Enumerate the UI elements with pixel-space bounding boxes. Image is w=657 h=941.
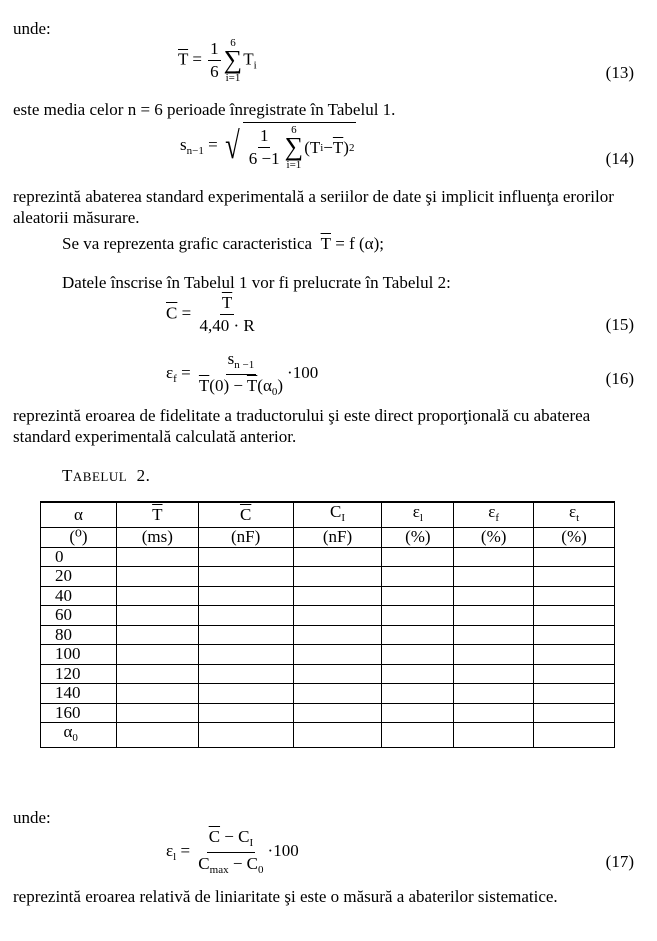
caption-number: 2. — [136, 466, 151, 485]
cell — [116, 547, 198, 567]
header-eps-f — [454, 502, 534, 528]
eq17-num-b: − C — [220, 827, 250, 846]
cell — [382, 645, 454, 665]
eq14-lhs-sub: n−1 — [186, 145, 204, 158]
cell — [454, 547, 534, 567]
table-row — [41, 586, 615, 606]
row-angle-alpha0 — [41, 723, 117, 748]
eq15-number: (15) — [605, 315, 634, 334]
cell — [534, 547, 615, 567]
eq17-num-a: $\overline{C}$ — [208, 827, 221, 846]
cell — [454, 625, 534, 645]
header-eps-l-sub: l — [419, 512, 423, 524]
eq16-den-sub: 0 — [271, 385, 278, 398]
alpha0-sub: 0 — [72, 732, 78, 744]
unit-t: (ms) — [116, 528, 198, 548]
cell — [293, 606, 382, 626]
cell — [198, 703, 293, 723]
cell — [454, 723, 534, 748]
table-header-row — [41, 502, 615, 528]
header-eps-l — [382, 502, 454, 528]
cell — [382, 625, 454, 645]
equation-15: $\overline{C}$ = $\frac{\overline{T}}{4,40 \cdot R}$ — [166, 293, 255, 335]
eq14-lhs: s — [180, 135, 187, 155]
eq17-factor: ·100 — [267, 840, 299, 860]
cell — [534, 703, 615, 723]
header-eps-t — [534, 502, 615, 528]
cell — [454, 703, 534, 723]
table-row — [41, 606, 615, 626]
header-alpha: α — [41, 502, 117, 528]
cell — [293, 625, 382, 645]
eq14-sum-upper: 6 — [291, 124, 297, 136]
eq17-den-sub2: 0 — [258, 863, 264, 876]
eq17-lhs-sub: l — [173, 850, 177, 863]
text-after-13: este media celor n = 6 perioade înregistrate în Tabelul 1. — [13, 100, 396, 119]
cell — [116, 606, 198, 626]
cell — [198, 625, 293, 645]
table-row — [41, 625, 615, 645]
eq16-den-b: (0) − — [209, 375, 247, 395]
eq14-numerator: 1 — [258, 127, 271, 148]
cell — [534, 606, 615, 626]
unit-c: (nF) — [198, 528, 293, 548]
cell — [382, 586, 454, 606]
equation-16: $\varepsilon_f$ = $\frac{s_{n -1}}{\overline{T}(0) - \overline{T}(\alpha_0)}$ ·100 — [166, 349, 319, 398]
text-after-17: reprezintă eroarea relativă de liniaritate şi este o măsură a abaterilor sistematice. — [13, 887, 558, 906]
eq13-lhs: $\overline{T}$ — [178, 49, 189, 69]
eq15-lhs: $\overline{C}$ — [166, 303, 178, 323]
cell — [454, 567, 534, 587]
cell — [293, 664, 382, 684]
cell — [534, 645, 615, 665]
header-c-mean-label: $\overline{C}$ — [239, 505, 252, 524]
cell — [454, 586, 534, 606]
eq14-sum-sign: ∑ — [284, 132, 304, 162]
table-row — [41, 703, 615, 723]
cell — [293, 645, 382, 665]
text-after-14: reprezintă abaterea standard experimentală a seriilor de date şi implicit influenţa erorilor aleatorii măsurare. — [13, 187, 614, 227]
eq15-denominator: 4,40 · R — [199, 315, 255, 335]
cell — [198, 586, 293, 606]
cell — [116, 703, 198, 723]
row-angle: 60 — [41, 606, 117, 626]
cell — [382, 684, 454, 704]
eq13-sum-lower: i=1 — [225, 72, 241, 85]
eq13-number: (13) — [605, 63, 634, 82]
eq14-close: ) — [343, 137, 349, 157]
eq14-sum-lower: i=1 — [286, 159, 302, 172]
unit-eps-l: (%) — [382, 528, 454, 548]
cell — [454, 606, 534, 626]
cell — [293, 567, 382, 587]
table-row — [41, 684, 615, 704]
header-eps-l-label: ε — [412, 502, 420, 521]
eq17-den-a: C — [198, 853, 210, 873]
cell — [293, 684, 382, 704]
text-graph-line — [62, 234, 384, 254]
table-row — [41, 547, 615, 567]
cell — [454, 664, 534, 684]
eq14-minus: − — [323, 137, 333, 157]
graph-line-tbar: $\overline{T}$ — [320, 234, 331, 253]
graph-line-fn: = f (α); — [335, 234, 384, 253]
eq13-sum-upper: 6 — [230, 37, 236, 49]
cell — [534, 664, 615, 684]
table-2 — [40, 501, 615, 748]
eq14-power: 2 — [348, 141, 355, 154]
cell — [382, 664, 454, 684]
eq13-term: T — [243, 49, 254, 69]
cell — [116, 567, 198, 587]
eq14-tbar: $\overline{T}$ — [332, 137, 344, 157]
equation-14: $s_{n-1}$ = √ $\frac{1}{6 -1}$ 6 ∑ i=1 (T i − $\overline{T}$ ) 2 — [180, 124, 355, 172]
eq16-factor: ·100 — [287, 362, 319, 382]
cell — [382, 606, 454, 626]
eq16-den-d: (α — [257, 375, 272, 395]
header-c-ideal-sub: I — [341, 512, 345, 524]
cell — [382, 703, 454, 723]
eq16-den-c: $\overline{T}$ — [246, 375, 258, 395]
cell — [382, 723, 454, 748]
caption-rest: ABELUL — [72, 469, 128, 484]
equation-17: $\varepsilon_l$ = $\frac{\overline{C} - C_I}{C_{max} - C_0}$ ·100 — [166, 827, 299, 876]
cell — [382, 567, 454, 587]
cell — [116, 625, 198, 645]
unit-ci: (nF) — [293, 528, 382, 548]
header-t-mean-label: $\overline{T}$ — [152, 505, 163, 524]
eq13-numerator: 1 — [208, 40, 221, 61]
cell — [116, 723, 198, 748]
cell — [293, 723, 382, 748]
unit-eps-t: (%) — [534, 528, 615, 548]
table-row — [41, 723, 615, 748]
text-unde-2: unde: — [13, 808, 51, 827]
header-t-mean — [116, 502, 198, 528]
eq15-numerator: $\overline{T}$ — [220, 294, 234, 315]
caption-first-letter: T — [62, 466, 73, 485]
eq14-denominator: 6 −1 — [248, 149, 280, 169]
row-angle: 100 — [41, 645, 117, 665]
cell — [534, 684, 615, 704]
table-row — [41, 645, 615, 665]
eq17-den-b: − C — [228, 853, 259, 873]
table2-caption — [62, 466, 150, 486]
cell — [534, 586, 615, 606]
unit-alpha: (⁰) — [41, 528, 117, 548]
row-angle: 160 — [41, 703, 117, 723]
cell — [293, 586, 382, 606]
cell — [454, 645, 534, 665]
header-eps-t-sub: t — [576, 512, 580, 524]
text-unde-1: unde: — [13, 19, 51, 38]
graph-line-text: Se va reprezenta grafic caracteristica — [62, 234, 313, 253]
header-c-mean — [198, 502, 293, 528]
cell — [198, 664, 293, 684]
eq16-den-a: $\overline{T}$ — [198, 375, 210, 395]
eq16-num-sub: n −1 — [234, 359, 255, 371]
header-eps-t-label: ε — [568, 502, 577, 521]
eq16-number: (16) — [605, 369, 634, 388]
eq17-lhs: ε — [166, 840, 174, 860]
eq13-sum-sign: ∑ — [223, 45, 243, 75]
cell — [382, 547, 454, 567]
header-eps-f-sub: f — [495, 512, 500, 524]
eq16-den-e: ) — [277, 375, 284, 395]
header-c-ideal-label: C — [329, 502, 342, 521]
eq13-term-sub: i — [253, 59, 257, 72]
cell — [116, 684, 198, 704]
eq17-number: (17) — [605, 852, 634, 871]
eq13-denominator: 6 — [210, 62, 219, 82]
row-angle: 20 — [41, 567, 117, 587]
eq16-lhs-sub: f — [173, 372, 177, 385]
eq16-num: s — [227, 349, 235, 368]
eq14-body-sub: i — [320, 141, 324, 154]
cell — [116, 586, 198, 606]
cell — [198, 547, 293, 567]
cell — [198, 723, 293, 748]
eq17-num-sub: I — [249, 837, 254, 849]
cell — [198, 606, 293, 626]
row-angle: 120 — [41, 664, 117, 684]
eq17-den-sub1: max — [209, 863, 229, 876]
cell — [454, 684, 534, 704]
text-tab2-intro: Datele înscrise în Tabelul 1 vor fi prelucrate în Tabelul 2: — [62, 273, 451, 292]
unit-eps-f: (%) — [454, 528, 534, 548]
header-eps-f-label: ε — [488, 502, 496, 521]
cell — [116, 645, 198, 665]
text-after-16: reprezintă eroarea de fidelitate a traductorului şi este direct proporţională cu abaterea standard experimentală calculată anterior. — [13, 406, 591, 446]
cell — [534, 723, 615, 748]
table-units-row — [41, 528, 615, 548]
row-angle: 140 — [41, 684, 117, 704]
row-angle: 40 — [41, 586, 117, 606]
table-row — [41, 664, 615, 684]
header-c-ideal — [293, 502, 382, 528]
cell — [293, 547, 382, 567]
row-angle: 0 — [41, 547, 117, 567]
alpha0-label: α — [63, 722, 73, 741]
cell — [116, 664, 198, 684]
cell — [534, 567, 615, 587]
eq14-number: (14) — [605, 149, 634, 168]
cell — [534, 625, 615, 645]
eq16-lhs: ε — [166, 362, 174, 382]
row-angle: 80 — [41, 625, 117, 645]
table-row — [41, 567, 615, 587]
cell — [198, 684, 293, 704]
equation-13: $\overline{T}$ = $\frac{1}{6}$ 6 ∑ i=1 $T_i$ — [178, 37, 257, 85]
cell — [293, 703, 382, 723]
cell — [198, 567, 293, 587]
cell — [198, 645, 293, 665]
eq14-body: (T — [304, 137, 321, 157]
sqrt-icon: √ — [225, 125, 240, 168]
